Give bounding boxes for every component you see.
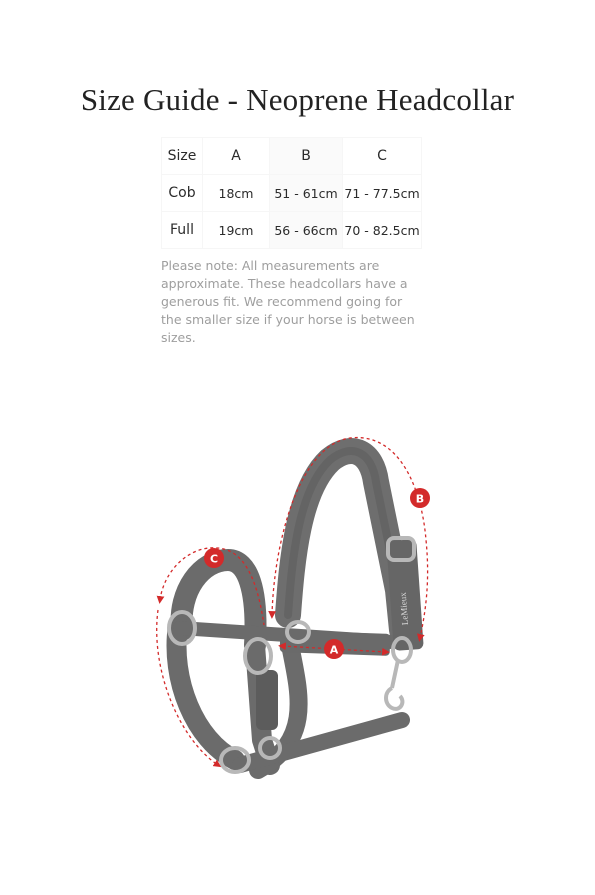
svg-text:A: A (329, 643, 339, 657)
cell-cob-b: 51 - 61cm (270, 175, 343, 212)
header-size: Size (162, 138, 203, 175)
marker-a (324, 639, 344, 659)
marker-b (410, 488, 430, 508)
headcollar-straps (177, 451, 424, 770)
cell-cob-c: 71 - 77.5cm (343, 175, 422, 212)
row-size-full: Full (162, 212, 203, 249)
header-b: B (270, 138, 343, 175)
table-row (162, 212, 422, 249)
header-a: A (203, 138, 270, 175)
brand-label: LeMieux (397, 591, 410, 626)
cell-full-b: 56 - 66cm (270, 212, 343, 249)
fit-note: Please note: All measurements are approximate. These headcollars have a generous fit. We recommend going for the smaller size if your horse is between sizes. (161, 258, 415, 345)
headcollar-diagram (140, 420, 440, 790)
svg-text:C: C (209, 552, 219, 566)
cell-full-c: 70 - 82.5cm (343, 212, 422, 249)
table-header-row (162, 138, 422, 175)
header-c: C (343, 138, 422, 175)
cell-cob-a: 18cm (203, 175, 270, 212)
marker-c (204, 548, 224, 568)
row-size-cob: Cob (162, 175, 203, 212)
svg-text:B: B (415, 492, 425, 506)
size-table (161, 137, 422, 249)
cell-full-a: 19cm (203, 212, 270, 249)
page-title: Size Guide - Neoprene Headcollar (80, 82, 515, 117)
table-row (162, 175, 422, 212)
